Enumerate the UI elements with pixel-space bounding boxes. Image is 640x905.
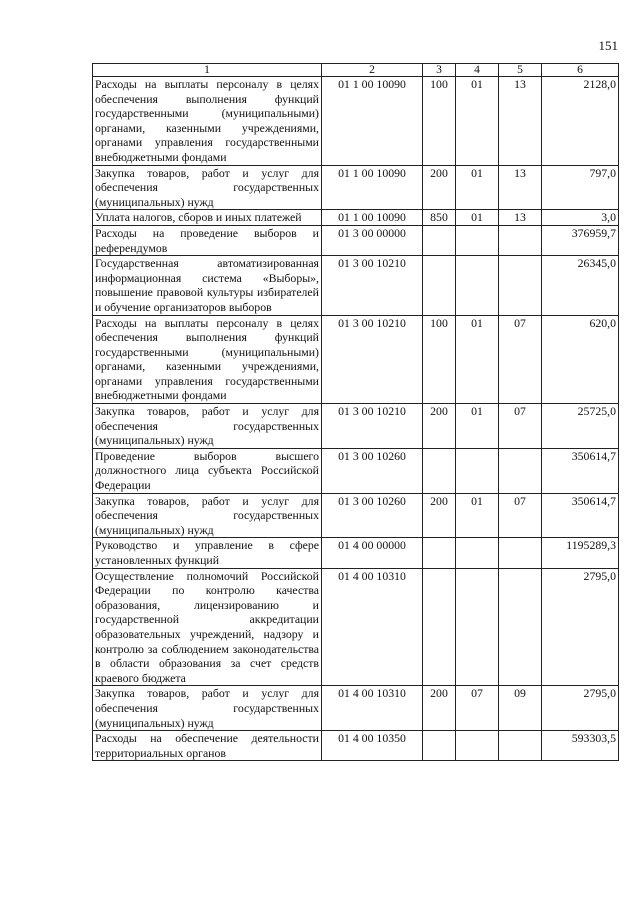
row-subsection-cell: 13 (499, 77, 542, 166)
row-section-cell: 01 (456, 493, 499, 538)
row-sum-cell: 797,0 (542, 165, 619, 210)
row-code-cell: 01 3 00 00000 (322, 225, 423, 255)
row-code-cell: 01 1 00 10090 (322, 77, 423, 166)
row-section-cell (456, 448, 499, 493)
row-section-cell: 01 (456, 77, 499, 166)
row-name-cell: Закупка товаров, работ и услуг для обеспечения государственных (муниципальных) нужд (93, 404, 322, 449)
row-sum-cell: 620,0 (542, 315, 619, 404)
row-expense-type-cell (423, 538, 456, 568)
row-subsection-cell: 09 (499, 686, 542, 731)
row-code-cell: 01 4 00 00000 (322, 538, 423, 568)
row-name-cell: Государственная автоматизированная информационная система «Выборы», повышение правовой культуры избирателей и обучение организаторов выборов (93, 256, 322, 315)
row-expense-type-cell (423, 225, 456, 255)
column-header: 3 (423, 64, 456, 77)
row-subsection-cell (499, 568, 542, 686)
row-code-cell: 01 3 00 10210 (322, 315, 423, 404)
row-name-cell: Осуществление полномочий Российской Федерации по контролю качества образования, лицензированию и государственной аккредитации образовательных учреждений, надзору и контролю за соблюдением законодательства в области образования за счет средств краевого бюджета (93, 568, 322, 686)
table-row (93, 210, 619, 226)
row-name-cell: Расходы на обеспечение деятельности территориальных органов (93, 731, 322, 761)
row-name-cell: Расходы на выплаты персоналу в целях обеспечения выполнения функций государственными (муниципальными) органами, казенными учреждениями, органами управления государственными внебюджетными фондами (93, 77, 322, 166)
table-row (93, 225, 619, 255)
row-name-cell: Расходы на проведение выборов и референдумов (93, 225, 322, 255)
row-name-cell: Расходы на выплаты персоналу в целях обеспечения выполнения функций государственными (муниципальными) органами, казенными учреждениями, органами управления государственными внебюджетными фондами (93, 315, 322, 404)
row-name-cell: Закупка товаров, работ и услуг для обеспечения государственных (муниципальных) нужд (93, 493, 322, 538)
row-section-cell (456, 256, 499, 315)
budget-table (92, 63, 619, 761)
row-expense-type-cell: 200 (423, 493, 456, 538)
row-name-cell: Руководство и управление в сфере установленных функций (93, 538, 322, 568)
row-code-cell: 01 1 00 10090 (322, 210, 423, 226)
row-name-cell: Проведение выборов высшего должностного лица субъекта Российской Федерации (93, 448, 322, 493)
row-subsection-cell: 07 (499, 493, 542, 538)
row-sum-cell: 376959,7 (542, 225, 619, 255)
row-sum-cell: 2795,0 (542, 568, 619, 686)
table-row (93, 568, 619, 686)
table-row (93, 315, 619, 404)
row-section-cell (456, 225, 499, 255)
row-name-cell: Закупка товаров, работ и услуг для обеспечения государственных (муниципальных) нужд (93, 165, 322, 210)
row-sum-cell: 350614,7 (542, 448, 619, 493)
row-subsection-cell (499, 225, 542, 255)
row-expense-type-cell: 100 (423, 315, 456, 404)
row-section-cell: 07 (456, 686, 499, 731)
column-header: 2 (322, 64, 423, 77)
table-row (93, 256, 619, 315)
row-sum-cell: 350614,7 (542, 493, 619, 538)
row-code-cell: 01 3 00 10210 (322, 404, 423, 449)
row-sum-cell: 25725,0 (542, 404, 619, 449)
table-row (93, 404, 619, 449)
table-row (93, 448, 619, 493)
row-section-cell: 01 (456, 210, 499, 226)
row-subsection-cell (499, 538, 542, 568)
table-header-row (93, 64, 619, 77)
table-row (93, 493, 619, 538)
row-subsection-cell (499, 448, 542, 493)
row-code-cell: 01 3 00 10260 (322, 493, 423, 538)
row-code-cell: 01 4 00 10310 (322, 686, 423, 731)
column-header: 1 (93, 64, 322, 77)
row-sum-cell: 1195289,3 (542, 538, 619, 568)
row-expense-type-cell: 850 (423, 210, 456, 226)
row-subsection-cell: 07 (499, 315, 542, 404)
column-header: 5 (499, 64, 542, 77)
row-expense-type-cell (423, 568, 456, 686)
column-header: 6 (542, 64, 619, 77)
column-header: 4 (456, 64, 499, 77)
row-expense-type-cell (423, 256, 456, 315)
row-subsection-cell (499, 731, 542, 761)
row-sum-cell: 3,0 (542, 210, 619, 226)
row-section-cell: 01 (456, 165, 499, 210)
row-code-cell: 01 3 00 10260 (322, 448, 423, 493)
row-subsection-cell: 07 (499, 404, 542, 449)
row-section-cell: 01 (456, 404, 499, 449)
table-row (93, 731, 619, 761)
row-expense-type-cell: 200 (423, 686, 456, 731)
row-name-cell: Уплата налогов, сборов и иных платежей (93, 210, 322, 226)
table-row (93, 686, 619, 731)
row-name-cell: Закупка товаров, работ и услуг для обеспечения государственных (муниципальных) нужд (93, 686, 322, 731)
row-subsection-cell: 13 (499, 210, 542, 226)
row-sum-cell: 2128,0 (542, 77, 619, 166)
row-code-cell: 01 4 00 10350 (322, 731, 423, 761)
table-row (93, 165, 619, 210)
row-section-cell: 01 (456, 315, 499, 404)
row-sum-cell: 26345,0 (542, 256, 619, 315)
row-expense-type-cell: 100 (423, 77, 456, 166)
row-subsection-cell: 13 (499, 165, 542, 210)
table-row (93, 538, 619, 568)
row-code-cell: 01 4 00 10310 (322, 568, 423, 686)
row-expense-type-cell (423, 448, 456, 493)
row-subsection-cell (499, 256, 542, 315)
row-section-cell (456, 731, 499, 761)
table-row (93, 77, 619, 166)
row-section-cell (456, 568, 499, 686)
row-expense-type-cell: 200 (423, 404, 456, 449)
page-number: 151 (598, 38, 618, 53)
row-sum-cell: 593303,5 (542, 731, 619, 761)
row-expense-type-cell (423, 731, 456, 761)
row-section-cell (456, 538, 499, 568)
row-code-cell: 01 1 00 10090 (322, 165, 423, 210)
row-code-cell: 01 3 00 10210 (322, 256, 423, 315)
row-expense-type-cell: 200 (423, 165, 456, 210)
row-sum-cell: 2795,0 (542, 686, 619, 731)
